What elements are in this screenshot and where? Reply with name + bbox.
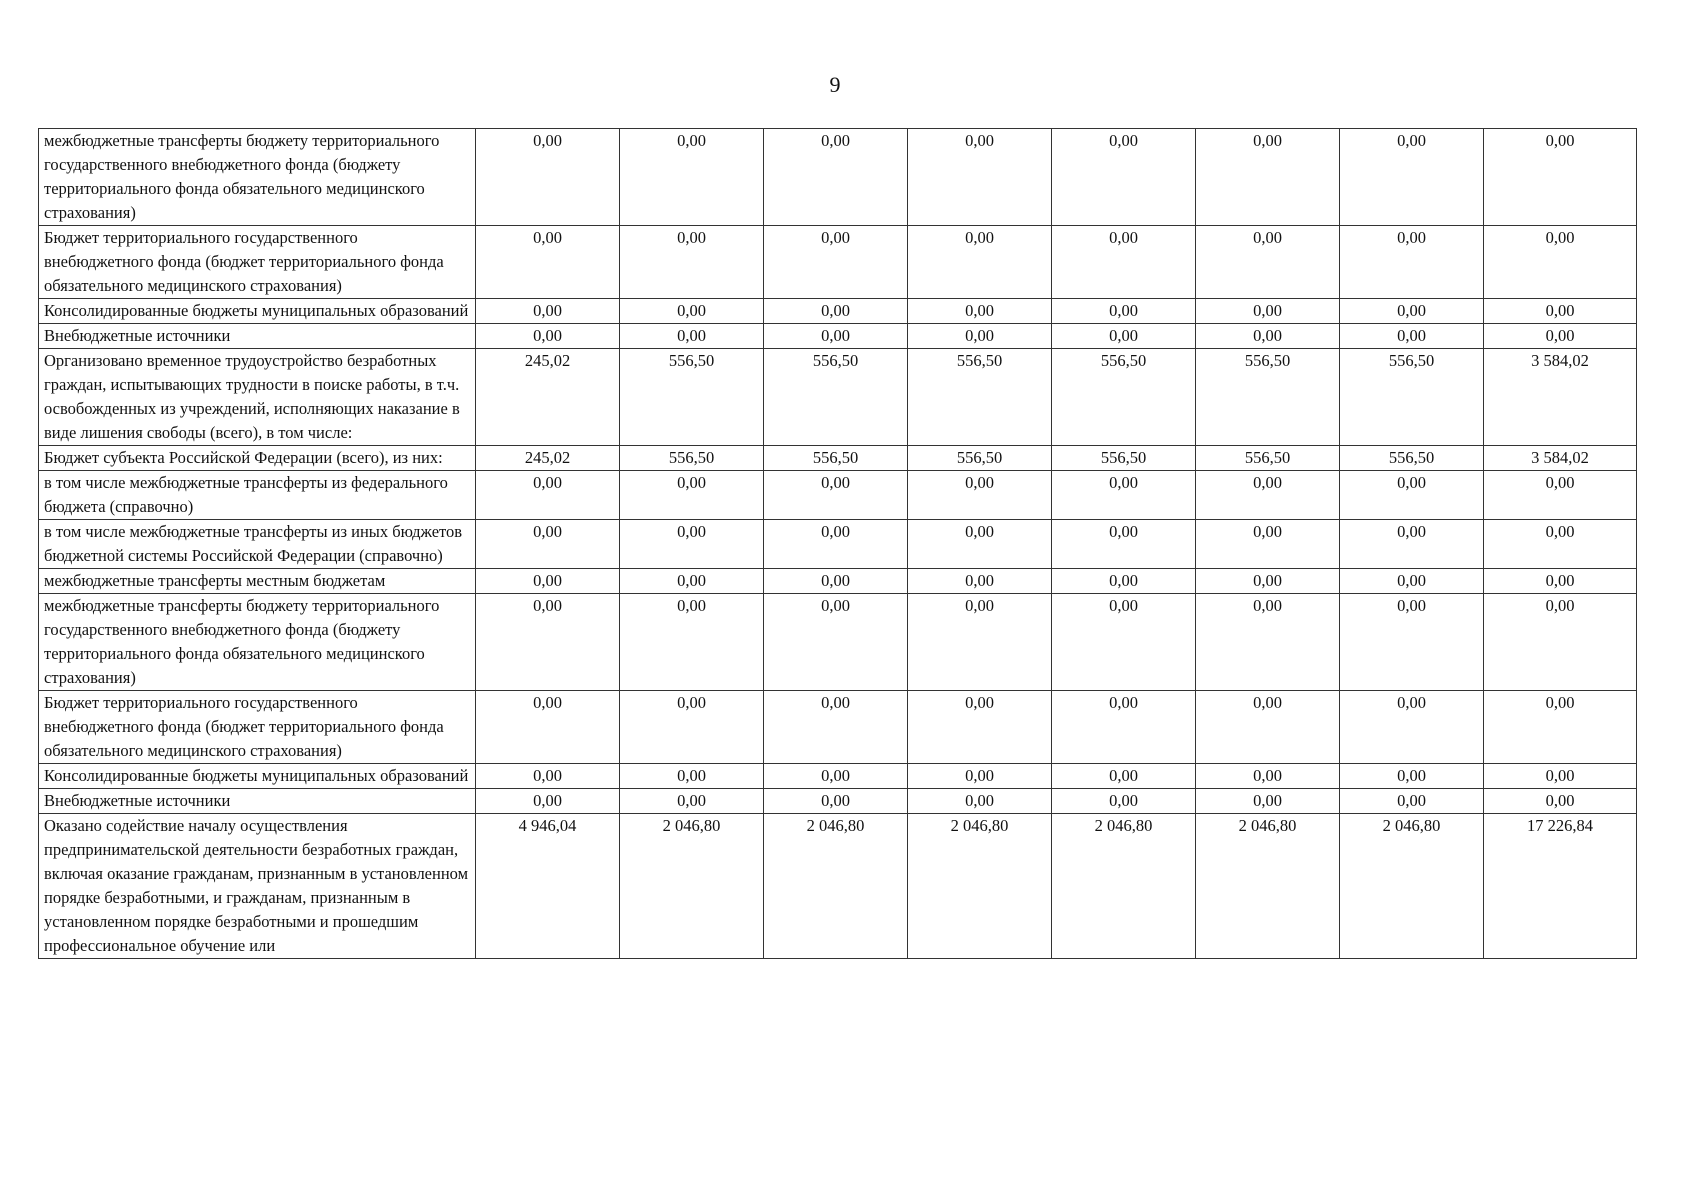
value-cell: 0,00 bbox=[764, 226, 908, 299]
value-cell: 0,00 bbox=[1340, 129, 1484, 226]
value-cell: 0,00 bbox=[476, 691, 620, 764]
value-cell: 0,00 bbox=[1052, 691, 1196, 764]
value-cell: 0,00 bbox=[620, 594, 764, 691]
value-cell: 0,00 bbox=[908, 299, 1052, 324]
value-cell: 2 046,80 bbox=[620, 814, 764, 959]
value-cell: 0,00 bbox=[1340, 471, 1484, 520]
value-cell: 0,00 bbox=[1196, 789, 1340, 814]
value-cell: 0,00 bbox=[620, 520, 764, 569]
value-cell: 0,00 bbox=[1484, 129, 1637, 226]
value-cell: 0,00 bbox=[1196, 520, 1340, 569]
value-cell: 0,00 bbox=[1484, 569, 1637, 594]
value-cell: 0,00 bbox=[1196, 299, 1340, 324]
value-cell: 0,00 bbox=[1340, 789, 1484, 814]
value-cell: 0,00 bbox=[1052, 764, 1196, 789]
value-cell: 0,00 bbox=[620, 324, 764, 349]
row-label-cell: в том числе межбюджетные трансферты из федерального бюджета (справочно) bbox=[39, 471, 476, 520]
row-label-cell: Бюджет субъекта Российской Федерации (всего), из них: bbox=[39, 446, 476, 471]
row-label-cell: межбюджетные трансферты бюджету территориального государственного внебюджетного фонда (бюджету территориального фонда обязательного медицинского страхования) bbox=[39, 129, 476, 226]
value-cell: 0,00 bbox=[1484, 789, 1637, 814]
table-row bbox=[39, 569, 1637, 594]
value-cell: 3 584,02 bbox=[1484, 349, 1637, 446]
value-cell: 2 046,80 bbox=[1196, 814, 1340, 959]
value-cell: 556,50 bbox=[1340, 349, 1484, 446]
value-cell: 0,00 bbox=[1484, 299, 1637, 324]
budget-table bbox=[38, 128, 1637, 959]
value-cell: 0,00 bbox=[1196, 471, 1340, 520]
value-cell: 0,00 bbox=[1196, 691, 1340, 764]
value-cell: 0,00 bbox=[1340, 299, 1484, 324]
value-cell: 556,50 bbox=[620, 446, 764, 471]
value-cell: 0,00 bbox=[1340, 324, 1484, 349]
value-cell: 0,00 bbox=[908, 520, 1052, 569]
table-row bbox=[39, 226, 1637, 299]
value-cell: 0,00 bbox=[476, 226, 620, 299]
value-cell: 0,00 bbox=[1196, 226, 1340, 299]
row-label-cell: Оказано содействие началу осуществления предпринимательской деятельности безработных граждан, включая оказание гражданам, признанным в установленном порядке безработными, и гражданам, признанным в установленном порядке безработными и прошедшим профессиональное обучение или bbox=[39, 814, 476, 959]
page-number: 9 bbox=[829, 72, 841, 97]
value-cell: 0,00 bbox=[1340, 569, 1484, 594]
value-cell: 245,02 bbox=[476, 349, 620, 446]
value-cell: 0,00 bbox=[620, 226, 764, 299]
value-cell: 0,00 bbox=[1484, 324, 1637, 349]
value-cell: 0,00 bbox=[1340, 226, 1484, 299]
value-cell: 0,00 bbox=[1340, 520, 1484, 569]
table-row bbox=[39, 764, 1637, 789]
value-cell: 0,00 bbox=[1340, 691, 1484, 764]
value-cell: 2 046,80 bbox=[1052, 814, 1196, 959]
value-cell: 0,00 bbox=[620, 789, 764, 814]
table-row bbox=[39, 789, 1637, 814]
value-cell: 0,00 bbox=[1484, 520, 1637, 569]
value-cell: 556,50 bbox=[764, 446, 908, 471]
value-cell: 0,00 bbox=[908, 471, 1052, 520]
value-cell: 0,00 bbox=[476, 471, 620, 520]
value-cell: 556,50 bbox=[1340, 446, 1484, 471]
value-cell: 0,00 bbox=[1052, 520, 1196, 569]
table-row bbox=[39, 324, 1637, 349]
value-cell: 0,00 bbox=[476, 594, 620, 691]
value-cell: 556,50 bbox=[1052, 446, 1196, 471]
value-cell: 0,00 bbox=[1484, 691, 1637, 764]
table-row bbox=[39, 299, 1637, 324]
value-cell: 17 226,84 bbox=[1484, 814, 1637, 959]
row-label-cell: Внебюджетные источники bbox=[39, 324, 476, 349]
value-cell: 0,00 bbox=[1196, 129, 1340, 226]
table-row bbox=[39, 520, 1637, 569]
value-cell: 0,00 bbox=[908, 569, 1052, 594]
value-cell: 0,00 bbox=[1052, 594, 1196, 691]
value-cell: 0,00 bbox=[620, 471, 764, 520]
value-cell: 556,50 bbox=[908, 446, 1052, 471]
row-label-cell: Организовано временное трудоустройство безработных граждан, испытывающих трудности в поиске работы, в т.ч. освобожденных из учреждений, исполняющих наказание в виде лишения свободы (всего), в том числе: bbox=[39, 349, 476, 446]
value-cell: 0,00 bbox=[764, 299, 908, 324]
value-cell: 0,00 bbox=[1052, 789, 1196, 814]
table-row bbox=[39, 446, 1637, 471]
value-cell: 0,00 bbox=[764, 764, 908, 789]
value-cell: 0,00 bbox=[476, 569, 620, 594]
value-cell: 556,50 bbox=[908, 349, 1052, 446]
value-cell: 0,00 bbox=[764, 594, 908, 691]
value-cell: 0,00 bbox=[764, 471, 908, 520]
value-cell: 0,00 bbox=[620, 691, 764, 764]
value-cell: 0,00 bbox=[476, 764, 620, 789]
table-row bbox=[39, 471, 1637, 520]
value-cell: 0,00 bbox=[908, 226, 1052, 299]
table-row bbox=[39, 691, 1637, 764]
value-cell: 0,00 bbox=[476, 299, 620, 324]
value-cell: 0,00 bbox=[764, 520, 908, 569]
row-label-cell: Внебюджетные источники bbox=[39, 789, 476, 814]
value-cell: 0,00 bbox=[620, 129, 764, 226]
value-cell: 0,00 bbox=[1340, 764, 1484, 789]
row-label-cell: Консолидированные бюджеты муниципальных образований bbox=[39, 764, 476, 789]
value-cell: 0,00 bbox=[764, 569, 908, 594]
value-cell: 0,00 bbox=[908, 764, 1052, 789]
value-cell: 2 046,80 bbox=[1340, 814, 1484, 959]
row-label-cell: межбюджетные трансферты местным бюджетам bbox=[39, 569, 476, 594]
value-cell: 0,00 bbox=[1484, 594, 1637, 691]
value-cell: 0,00 bbox=[1484, 471, 1637, 520]
value-cell: 3 584,02 bbox=[1484, 446, 1637, 471]
value-cell: 0,00 bbox=[764, 691, 908, 764]
value-cell: 0,00 bbox=[476, 520, 620, 569]
table-row bbox=[39, 349, 1637, 446]
value-cell: 0,00 bbox=[1052, 129, 1196, 226]
table-row bbox=[39, 129, 1637, 226]
value-cell: 0,00 bbox=[1196, 569, 1340, 594]
value-cell: 2 046,80 bbox=[908, 814, 1052, 959]
value-cell: 556,50 bbox=[1196, 446, 1340, 471]
budget-table-body bbox=[39, 129, 1637, 959]
value-cell: 556,50 bbox=[1052, 349, 1196, 446]
row-label-cell: в том числе межбюджетные трансферты из иных бюджетов бюджетной системы Российской Федерации (справочно) bbox=[39, 520, 476, 569]
value-cell: 0,00 bbox=[1484, 764, 1637, 789]
value-cell: 2 046,80 bbox=[764, 814, 908, 959]
table-row bbox=[39, 814, 1637, 959]
value-cell: 245,02 bbox=[476, 446, 620, 471]
value-cell: 0,00 bbox=[620, 569, 764, 594]
value-cell: 0,00 bbox=[620, 764, 764, 789]
value-cell: 0,00 bbox=[1052, 569, 1196, 594]
value-cell: 0,00 bbox=[1052, 226, 1196, 299]
value-cell: 0,00 bbox=[1196, 764, 1340, 789]
value-cell: 0,00 bbox=[908, 324, 1052, 349]
value-cell: 0,00 bbox=[476, 789, 620, 814]
value-cell: 0,00 bbox=[908, 691, 1052, 764]
value-cell: 0,00 bbox=[764, 324, 908, 349]
value-cell: 0,00 bbox=[1052, 299, 1196, 324]
row-label-cell: Бюджет территориального государственного внебюджетного фонда (бюджет территориального фонда обязательного медицинского страхования) bbox=[39, 691, 476, 764]
value-cell: 0,00 bbox=[764, 129, 908, 226]
value-cell: 0,00 bbox=[1484, 226, 1637, 299]
value-cell: 556,50 bbox=[1196, 349, 1340, 446]
value-cell: 0,00 bbox=[764, 789, 908, 814]
row-label-cell: межбюджетные трансферты бюджету территориального государственного внебюджетного фонда (бюджету территориального фонда обязательного медицинского страхования) bbox=[39, 594, 476, 691]
value-cell: 556,50 bbox=[620, 349, 764, 446]
value-cell: 0,00 bbox=[908, 789, 1052, 814]
value-cell: 0,00 bbox=[620, 299, 764, 324]
value-cell: 4 946,04 bbox=[476, 814, 620, 959]
value-cell: 0,00 bbox=[1196, 594, 1340, 691]
value-cell: 0,00 bbox=[1052, 324, 1196, 349]
value-cell: 556,50 bbox=[764, 349, 908, 446]
value-cell: 0,00 bbox=[476, 324, 620, 349]
row-label-cell: Бюджет территориального государственного внебюджетного фонда (бюджет территориального фонда обязательного медицинского страхования) bbox=[39, 226, 476, 299]
value-cell: 0,00 bbox=[908, 129, 1052, 226]
value-cell: 0,00 bbox=[1052, 471, 1196, 520]
value-cell: 0,00 bbox=[908, 594, 1052, 691]
value-cell: 0,00 bbox=[476, 129, 620, 226]
value-cell: 0,00 bbox=[1196, 324, 1340, 349]
table-row bbox=[39, 594, 1637, 691]
value-cell: 0,00 bbox=[1340, 594, 1484, 691]
row-label-cell: Консолидированные бюджеты муниципальных образований bbox=[39, 299, 476, 324]
